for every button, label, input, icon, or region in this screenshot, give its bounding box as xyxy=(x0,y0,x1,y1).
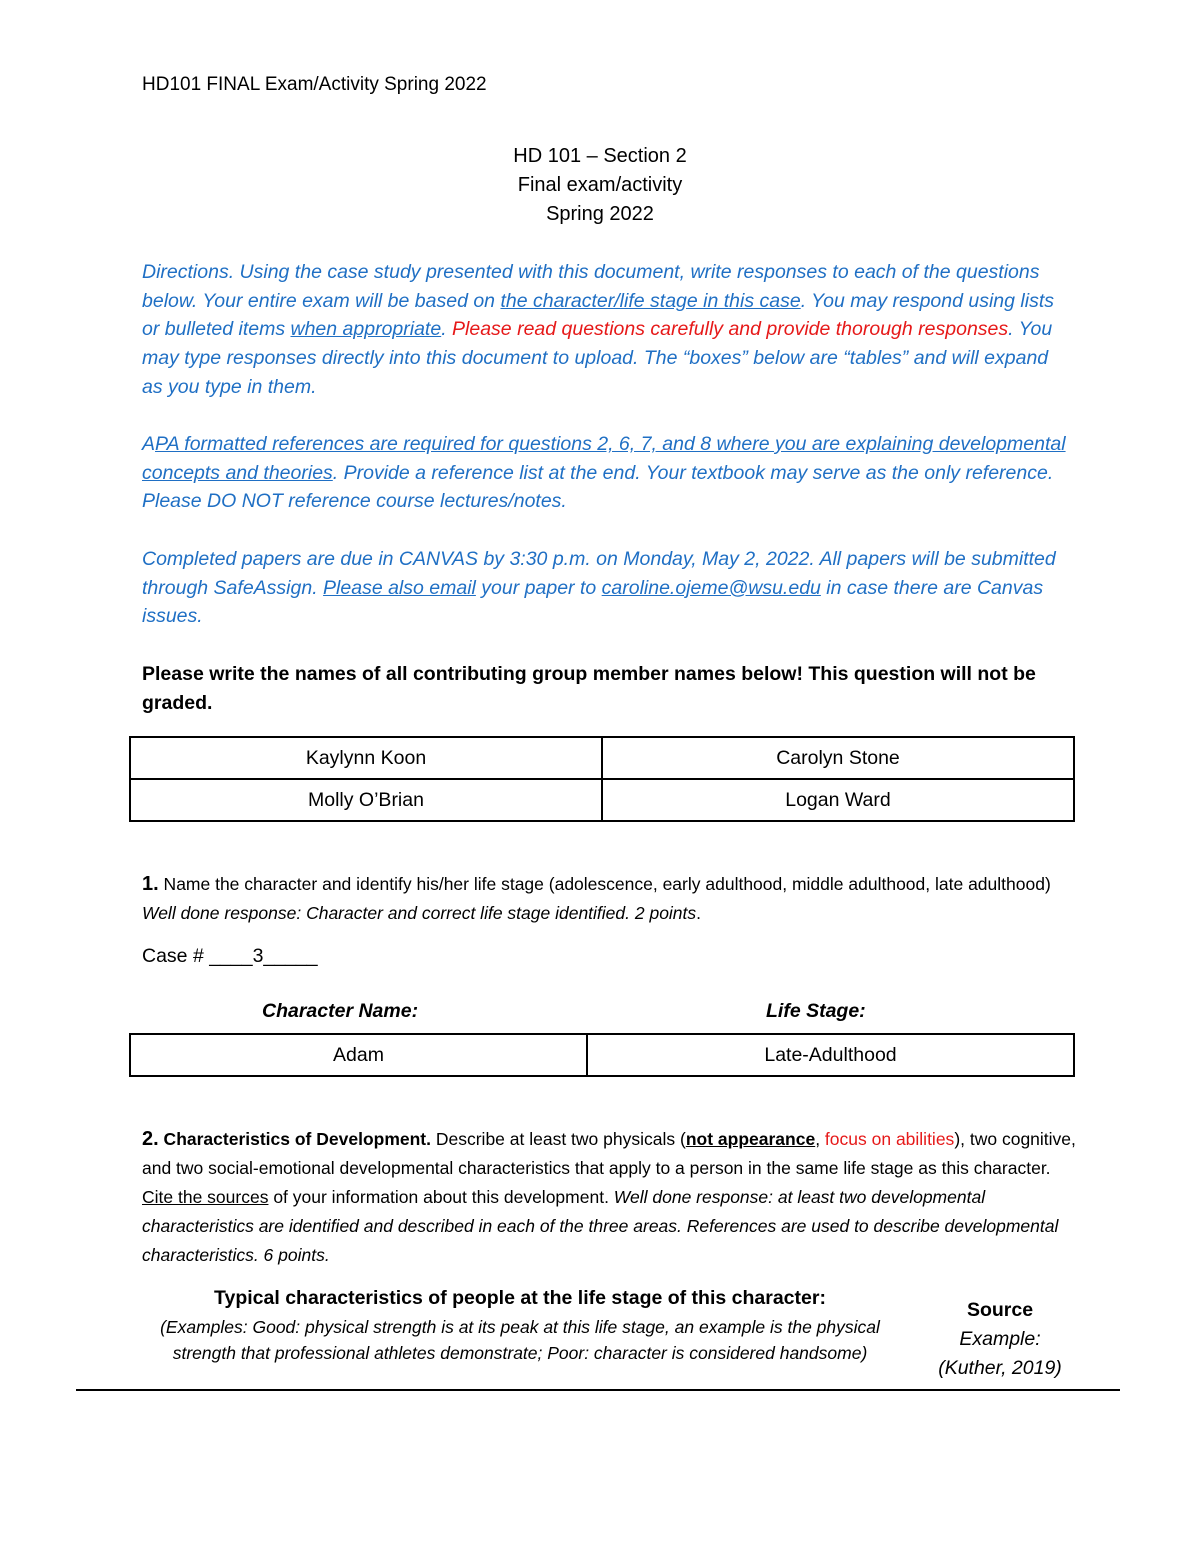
question-2: 2. Characteristics of Development. Describe at least two physicals (not appearance, focus on abilities), two cognitive, and two social-emotional developmental characteristics that apply to a person in the same life stage as this character. Cite the sources of your information about this development. Well done response: at least two developmental characteristics are identified and described in each of the three areas. References are used to describe developmental characteristics. 6 points. xyxy=(142,1128,1076,1265)
member-cell[interactable]: Kaylynn Koon xyxy=(130,737,602,779)
table-row xyxy=(130,779,1074,821)
character-name-cell[interactable]: Adam xyxy=(130,1034,587,1076)
character-table xyxy=(129,1033,1075,1077)
email-request-link[interactable]: Please also email xyxy=(323,576,476,599)
table-row xyxy=(130,737,1074,779)
member-cell[interactable]: Molly O’Brian xyxy=(130,779,602,821)
question-1: 1. Name the character and identify his/her life stage (adolescence, early adulthood, middle adulthood, late adulthood) Well done response: Character and correct life stage identified. 2 points. xyxy=(142,873,1051,923)
character-name-label: Character Name: xyxy=(262,1000,419,1022)
life-stage-label: Life Stage: xyxy=(766,1000,866,1022)
source-column xyxy=(920,1296,1080,1383)
due-date-paragraph: Completed papers are due in CANVAS by 3:30 p.m. on Monday, May 2, 2022. All papers will be submitted through SafeAssign. Please also email your paper to caroline.ojeme@wsu.edu in case there are Canvas issues. xyxy=(142,548,1056,628)
member-cell[interactable]: Logan Ward xyxy=(602,779,1074,821)
question-number: 1. xyxy=(142,873,159,895)
table-divider xyxy=(76,1389,1120,1391)
life-stage-cell[interactable]: Late-Adulthood xyxy=(587,1034,1074,1076)
group-names-prompt: Please write the names of all contributing group member names below! This question will not be graded. xyxy=(142,663,1036,714)
directions-paragraph: Directions. Using the case study presented with this document, write responses to each of the questions below. Your entire exam will be based on the character/life stage in this case. You may respond using lists or bulleted items when appropriate. Please read questions carefully and provide thorough responses. You may type responses directly into this document to upload. The “boxes” below are “tables” and will expand as you type in them. xyxy=(142,261,1054,398)
table-row xyxy=(130,1034,1074,1076)
apa-paragraph: APA formatted references are required for questions 2, 6, 7, and 8 where you are explaining developmental concepts and theories. Provide a reference list at the end. Your textbook may serve as the only reference. Please DO NOT reference course lectures/notes. xyxy=(142,433,1066,513)
typical-characteristics-examples: (Examples: Good: physical strength is at its peak at this life stage, an example is the physical strength that professional athletes demonstrate; Poor: character is considered handsome) xyxy=(160,1317,880,1363)
typical-characteristics-heading: Typical characteristics of people at the life stage of this character: xyxy=(214,1287,826,1309)
title-line-1: HD 101 – Section 2 xyxy=(513,145,687,167)
appropriate-link: when appropriate xyxy=(290,318,442,341)
page-header: HD101 FINAL Exam/Activity Spring 2022 xyxy=(142,74,487,95)
document-title xyxy=(0,142,1200,229)
group-members-table xyxy=(129,736,1075,822)
source-label: Source xyxy=(966,1299,1034,1321)
title-line-3: Spring 2022 xyxy=(546,203,654,225)
question-number: 2. xyxy=(142,1128,159,1150)
case-link: the character/life stage in this case xyxy=(500,289,801,312)
apa-requirement: PA formatted references are required for questions 2, 6, 7, and 8 where you are explaining developmental concepts and theories xyxy=(142,433,1066,484)
instructor-email-link[interactable]: caroline.ojeme@wsu.edu xyxy=(601,576,821,599)
title-line-2: Final exam/activity xyxy=(517,174,683,196)
read-carefully-note: Please read questions carefully and provide thorough responses xyxy=(452,318,1009,341)
source-example-label: Example: xyxy=(959,1328,1041,1350)
source-example-citation: (Kuther, 2019) xyxy=(938,1357,1062,1379)
member-cell[interactable]: Carolyn Stone xyxy=(602,737,1074,779)
case-number: Case # ____3_____ xyxy=(142,945,318,967)
